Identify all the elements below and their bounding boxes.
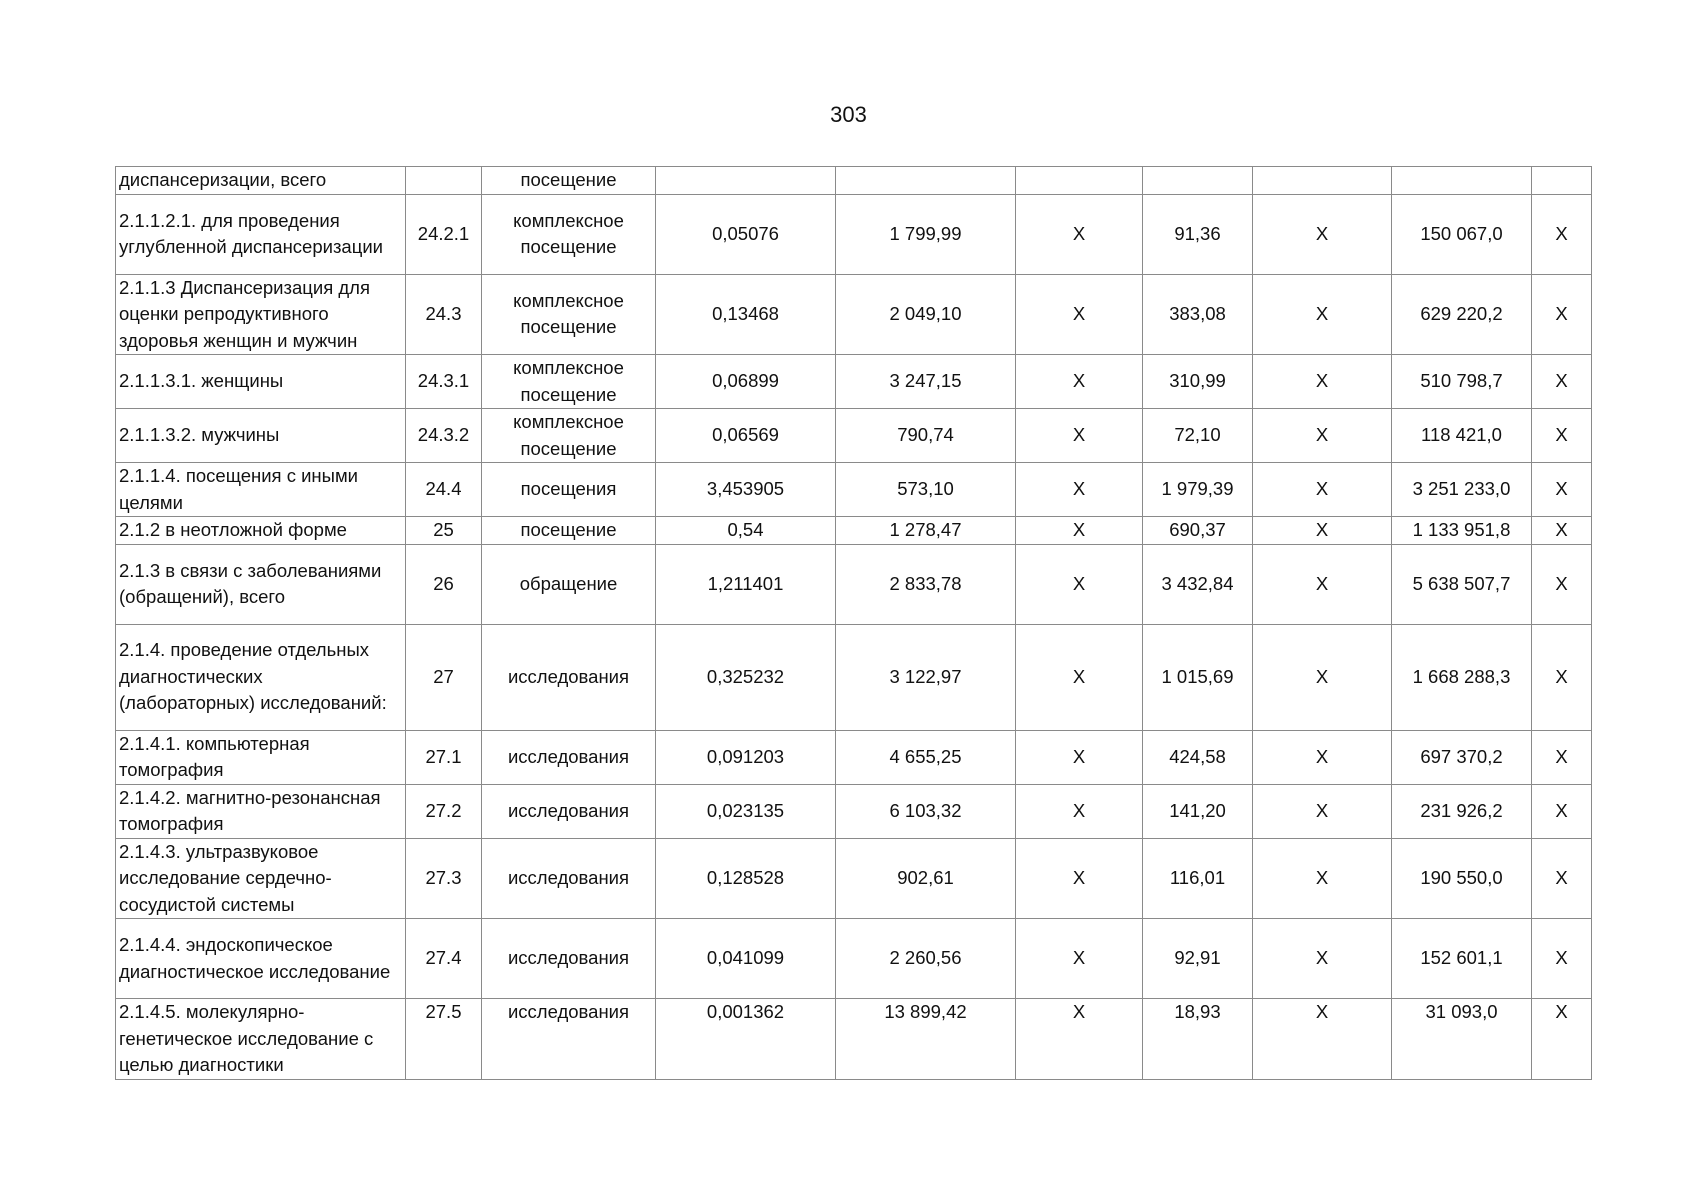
row-cost: 1 278,47 xyxy=(836,517,1016,545)
row-name: 2.1.4.2. магнитно-резонансная томография xyxy=(116,784,406,838)
row-total: 1 668 288,3 xyxy=(1392,624,1532,730)
row-x1: X xyxy=(1016,999,1143,1080)
row-cost: 2 049,10 xyxy=(836,274,1016,355)
row-norm: 0,13468 xyxy=(656,274,836,355)
row-x3: X xyxy=(1532,274,1592,355)
row-norm: 0,001362 xyxy=(656,999,836,1080)
row-x1: X xyxy=(1016,194,1143,274)
row-per-capita: 310,99 xyxy=(1143,355,1253,409)
row-cost: 6 103,32 xyxy=(836,784,1016,838)
table-row xyxy=(116,999,1592,1080)
row-norm: 0,325232 xyxy=(656,624,836,730)
row-code: 24.3.2 xyxy=(406,409,482,463)
row-unit: комплексное посещение xyxy=(482,194,656,274)
row-norm: 0,041099 xyxy=(656,919,836,999)
row-x1: X xyxy=(1016,624,1143,730)
row-norm: 0,023135 xyxy=(656,784,836,838)
row-name: 2.1.4.5. молекулярно-генетическое исследование с целью диагностики xyxy=(116,999,406,1080)
row-x1: X xyxy=(1016,544,1143,624)
row-name: 2.1.1.3.2. мужчины xyxy=(116,409,406,463)
row-x2: X xyxy=(1253,838,1392,919)
row-x1: X xyxy=(1016,730,1143,784)
row-cost: 4 655,25 xyxy=(836,730,1016,784)
table-row xyxy=(116,167,1592,195)
row-cost: 3 247,15 xyxy=(836,355,1016,409)
row-total: 152 601,1 xyxy=(1392,919,1532,999)
row-total: 231 926,2 xyxy=(1392,784,1532,838)
row-x3: X xyxy=(1532,355,1592,409)
row-cost: 902,61 xyxy=(836,838,1016,919)
row-x3: X xyxy=(1532,624,1592,730)
row-norm: 1,211401 xyxy=(656,544,836,624)
row-x3: X xyxy=(1532,517,1592,545)
row-x2: X xyxy=(1253,517,1392,545)
table-row xyxy=(116,730,1592,784)
row-cost xyxy=(836,167,1016,195)
data-table xyxy=(115,166,1592,1080)
row-x3: X xyxy=(1532,999,1592,1080)
row-unit: исследования xyxy=(482,919,656,999)
row-x3: X xyxy=(1532,409,1592,463)
row-x2: X xyxy=(1253,999,1392,1080)
row-x1: X xyxy=(1016,517,1143,545)
row-x3: X xyxy=(1532,194,1592,274)
row-name: 2.1.1.3 Диспансеризация для оценки репродуктивного здоровья женщин и мужчин xyxy=(116,274,406,355)
row-code: 27.4 xyxy=(406,919,482,999)
row-total xyxy=(1392,167,1532,195)
row-total: 510 798,7 xyxy=(1392,355,1532,409)
table-row xyxy=(116,409,1592,463)
row-norm: 0,54 xyxy=(656,517,836,545)
row-x3: X xyxy=(1532,463,1592,517)
row-x1: X xyxy=(1016,463,1143,517)
row-per-capita: 690,37 xyxy=(1143,517,1253,545)
row-x3: X xyxy=(1532,730,1592,784)
row-code xyxy=(406,167,482,195)
row-per-capita: 18,93 xyxy=(1143,999,1253,1080)
row-x2: X xyxy=(1253,624,1392,730)
row-x1: X xyxy=(1016,784,1143,838)
row-cost: 2 260,56 xyxy=(836,919,1016,999)
row-unit: исследования xyxy=(482,784,656,838)
row-per-capita: 424,58 xyxy=(1143,730,1253,784)
row-per-capita: 1 015,69 xyxy=(1143,624,1253,730)
row-per-capita: 92,91 xyxy=(1143,919,1253,999)
row-norm xyxy=(656,167,836,195)
row-cost: 573,10 xyxy=(836,463,1016,517)
row-total: 1 133 951,8 xyxy=(1392,517,1532,545)
row-unit: посещение xyxy=(482,167,656,195)
table-row xyxy=(116,274,1592,355)
row-unit: посещения xyxy=(482,463,656,517)
row-code: 24.3 xyxy=(406,274,482,355)
row-cost: 2 833,78 xyxy=(836,544,1016,624)
row-per-capita: 383,08 xyxy=(1143,274,1253,355)
row-name: 2.1.4.1. компьютерная томография xyxy=(116,730,406,784)
row-name: диспансеризации, всего xyxy=(116,167,406,195)
row-unit: комплексное посещение xyxy=(482,274,656,355)
row-name: 2.1.4.3. ультразвуковое исследование сердечно-сосудистой системы xyxy=(116,838,406,919)
row-code: 27.5 xyxy=(406,999,482,1080)
row-per-capita: 141,20 xyxy=(1143,784,1253,838)
row-code: 25 xyxy=(406,517,482,545)
row-unit: комплексное посещение xyxy=(482,409,656,463)
row-per-capita: 91,36 xyxy=(1143,194,1253,274)
row-name: 2.1.2 в неотложной форме xyxy=(116,517,406,545)
table-row xyxy=(116,919,1592,999)
row-x2: X xyxy=(1253,784,1392,838)
row-x3 xyxy=(1532,167,1592,195)
row-x1: X xyxy=(1016,919,1143,999)
row-x2: X xyxy=(1253,194,1392,274)
table-row xyxy=(116,463,1592,517)
row-code: 27 xyxy=(406,624,482,730)
row-x2: X xyxy=(1253,355,1392,409)
row-total: 629 220,2 xyxy=(1392,274,1532,355)
row-norm: 0,091203 xyxy=(656,730,836,784)
row-x2: X xyxy=(1253,463,1392,517)
row-code: 26 xyxy=(406,544,482,624)
row-total: 118 421,0 xyxy=(1392,409,1532,463)
row-x2: X xyxy=(1253,409,1392,463)
row-total: 150 067,0 xyxy=(1392,194,1532,274)
row-code: 24.2.1 xyxy=(406,194,482,274)
row-norm: 0,06569 xyxy=(656,409,836,463)
row-unit: обращение xyxy=(482,544,656,624)
row-cost: 790,74 xyxy=(836,409,1016,463)
table-row xyxy=(116,517,1592,545)
row-code: 27.2 xyxy=(406,784,482,838)
row-x2 xyxy=(1253,167,1392,195)
row-code: 27.1 xyxy=(406,730,482,784)
row-per-capita xyxy=(1143,167,1253,195)
row-x2: X xyxy=(1253,544,1392,624)
row-unit: исследования xyxy=(482,838,656,919)
row-name: 2.1.4. проведение отдельных диагностических (лабораторных) исследований: xyxy=(116,624,406,730)
row-x1 xyxy=(1016,167,1143,195)
row-x3: X xyxy=(1532,784,1592,838)
table-row xyxy=(116,838,1592,919)
row-code: 27.3 xyxy=(406,838,482,919)
row-total: 3 251 233,0 xyxy=(1392,463,1532,517)
row-unit: исследования xyxy=(482,999,656,1080)
row-x3: X xyxy=(1532,838,1592,919)
row-x1: X xyxy=(1016,274,1143,355)
row-per-capita: 72,10 xyxy=(1143,409,1253,463)
row-unit: исследования xyxy=(482,730,656,784)
row-name: 2.1.4.4. эндоскопическое диагностическое исследование xyxy=(116,919,406,999)
table-row xyxy=(116,784,1592,838)
row-norm: 0,128528 xyxy=(656,838,836,919)
row-x1: X xyxy=(1016,838,1143,919)
row-cost: 3 122,97 xyxy=(836,624,1016,730)
row-name: 2.1.1.3.1. женщины xyxy=(116,355,406,409)
page-number: 303 xyxy=(830,102,867,127)
row-per-capita: 116,01 xyxy=(1143,838,1253,919)
row-x1: X xyxy=(1016,409,1143,463)
row-cost: 1 799,99 xyxy=(836,194,1016,274)
row-total: 31 093,0 xyxy=(1392,999,1532,1080)
table-row xyxy=(116,544,1592,624)
row-unit: исследования xyxy=(482,624,656,730)
row-norm: 0,05076 xyxy=(656,194,836,274)
row-total: 5 638 507,7 xyxy=(1392,544,1532,624)
row-code: 24.3.1 xyxy=(406,355,482,409)
row-per-capita: 3 432,84 xyxy=(1143,544,1253,624)
row-x1: X xyxy=(1016,355,1143,409)
row-x2: X xyxy=(1253,730,1392,784)
row-name: 2.1.1.2.1. для проведения углубленной диспансеризации xyxy=(116,194,406,274)
row-unit: посещение xyxy=(482,517,656,545)
row-total: 190 550,0 xyxy=(1392,838,1532,919)
row-total: 697 370,2 xyxy=(1392,730,1532,784)
row-x3: X xyxy=(1532,544,1592,624)
table-row xyxy=(116,194,1592,274)
table-row xyxy=(116,624,1592,730)
row-per-capita: 1 979,39 xyxy=(1143,463,1253,517)
table-row xyxy=(116,355,1592,409)
row-cost: 13 899,42 xyxy=(836,999,1016,1080)
row-name: 2.1.1.4. посещения с иными целями xyxy=(116,463,406,517)
row-x2: X xyxy=(1253,274,1392,355)
row-norm: 3,453905 xyxy=(656,463,836,517)
row-x2: X xyxy=(1253,919,1392,999)
row-name: 2.1.3 в связи с заболеваниями (обращений), всего xyxy=(116,544,406,624)
row-code: 24.4 xyxy=(406,463,482,517)
row-norm: 0,06899 xyxy=(656,355,836,409)
row-x3: X xyxy=(1532,919,1592,999)
row-unit: комплексное посещение xyxy=(482,355,656,409)
